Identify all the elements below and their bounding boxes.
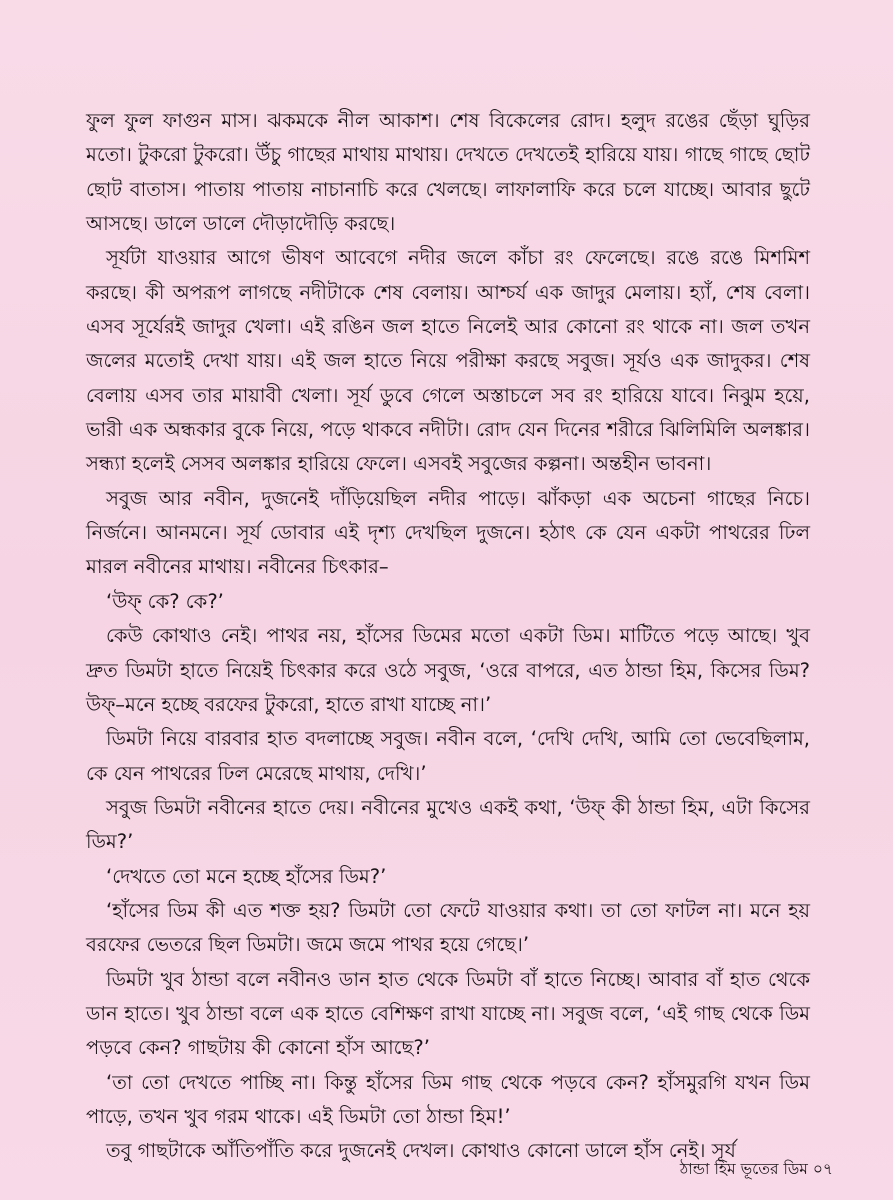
- paragraph-4: ‘উফ্ কে? কে?’: [106, 589, 224, 613]
- paragraph-10: ডিমটা খুব ঠান্ডা বলে নবীনও ডান হাত থেকে ডিমটা বাঁ হাতে নিচ্ছে। আবার বাঁ হাত থেকে ডান হাতে। খুব ঠান্ডা বলে এক হাতে বেশিক্ষণ রাখা যাচ্ছে না। সবুজ বলে, ‘এই গাছ থেকে ডিম পড়বে কেন? গাছটায় কী কোনো হাঁস আছে?’: [86, 967, 810, 1060]
- paragraph-11: ‘তা তো দেখতে পাচ্ছি না। কিন্তু হাঁসের ডিম গাছ থেকে পড়বে কেন? হাঁসমুরগি যখন ডিম পাড়ে, তখন খুব গরম থাকে। এই ডিমটা তো ঠান্ডা হিম!’: [86, 1070, 810, 1128]
- paragraph-6: ডিমটা নিয়ে বারবার হাত বদলাচ্ছে সবুজ। নবীন বলে, ‘দেখি দেখি, আমি তো ভেবেছিলাম, কে যেন পাথরের ঢিল মেরেছে মাথায়, দেখি।’: [86, 727, 810, 785]
- page-footer: ঠান্ডা হিম ভূতের ডিম ০৭: [679, 1160, 833, 1178]
- paragraph-8: ‘দেখতে তো মনে হচ্ছে হাঁসের ডিম?’: [106, 864, 387, 888]
- paragraph-1: ফুল ফুল ফাগুন মাস। ঝকমকে নীল আকাশ। শেষ বিকেলের রোদ। হলুদ রঙের ছেঁড়া ঘুড়ির মতো। টুকরো টুকরো। উঁচু গাছের মাথায় মাথায়। দেখতে দেখতেই হারিয়ে যায়। গাছে গাছে ছোট ছোট বাতাস। পাতায় পাতায় নাচানাচি করে খেলছে। লাফালাফি করে চলে যাচ্ছে। আবার ছুটে আসছে। ডালে ডালে দৌড়াদৌড়ি করছে।: [86, 109, 810, 236]
- paragraph-9: ‘হাঁসের ডিম কী এত শক্ত হয়? ডিমটা তো ফেটে যাওয়ার কথা। তা তো ফাটল না। মনে হয় বরফের ভেতরে ছিল ডিমটা। জমে জমে পাথর হয়ে গেছে।’: [86, 898, 810, 957]
- paragraph-12: তবু গাছটাকে আঁতিপাঁতি করে দুজনেই দেখল। কোথাও কোনো ডালে হাঁস নেই। সূর্য: [106, 1139, 736, 1163]
- paragraph-5: কেউ কোথাও নেই। পাথর নয়, হাঁসের ডিমের মতো একটা ডিম। মাটিতে পড়ে আছে। খুব দ্রুত ডিমটা হাতে নিয়েই চিৎকার করে ওঠে সবুজ, ‘ওরে বাপরে, এত ঠান্ডা হিম, কিসের ডিম? উফ্–মনে হচ্ছে বরফের টুকরো, হাতে রাখা যাচ্ছে না।’: [86, 624, 810, 716]
- story-body: [86, 104, 810, 1169]
- paragraph-3: সবুজ আর নবীন, দুজনেই দাঁড়িয়েছিল নদীর পাড়ে। ঝাঁকড়া এক অচেনা গাছের নিচে। নির্জনে। আনমনে। সূর্য ডোবার এই দৃশ্য দেখছিল দুজনে। হঠাৎ কে যেন একটা পাথরের ঢিল মারল নবীনের মাথায়। নবীনের চিৎকার–: [86, 486, 810, 579]
- paragraph-2: সূর্যটা যাওয়ার আগে ভীষণ আবেগে নদীর জলে কাঁচা রং ফেলেছে। রঙে রঙে মিশমিশ করছে। কী অপরূপ লাগছে নদীটাকে শেষ বেলায়। আশ্চর্য এক জাদুর মেলায়। হ্যাঁ, শেষ বেলা। এসব সূর্যেরই জাদুর খেলা। এই রঙিন জল হাতে নিলেই আর কোনো রং থাকে না। জল তখন জলের মতোই দেখা যায়। এই জল হাতে নিয়ে পরীক্ষা করছে সবুজ। সূর্যও এক জাদুকর। শেষ বেলায় এসব তার মায়াবী খেলা। সূর্য ডুবে গেলে অস্তাচলে সব রং হারিয়ে যাবে। নিঝুম হয়ে, ভারী এক অন্ধকার বুকে নিয়ে, পড়ে থাকবে নদীটা। রোদ যেন দিনের শরীরে ঝিলিমিলি অলঙ্কার। সন্ধ্যা হলেই সেসব অলঙ্কার হারিয়ে ফেলে। এসবই সবুজের কল্পনা। অন্তহীন ভাবনা।: [86, 246, 810, 476]
- paragraph-7: সবুজ ডিমটা নবীনের হাতে দেয়। নবীনের মুখেও একই কথা, ‘উফ্ কী ঠান্ডা হিম, এটা কিসের ডিম?’: [86, 795, 810, 854]
